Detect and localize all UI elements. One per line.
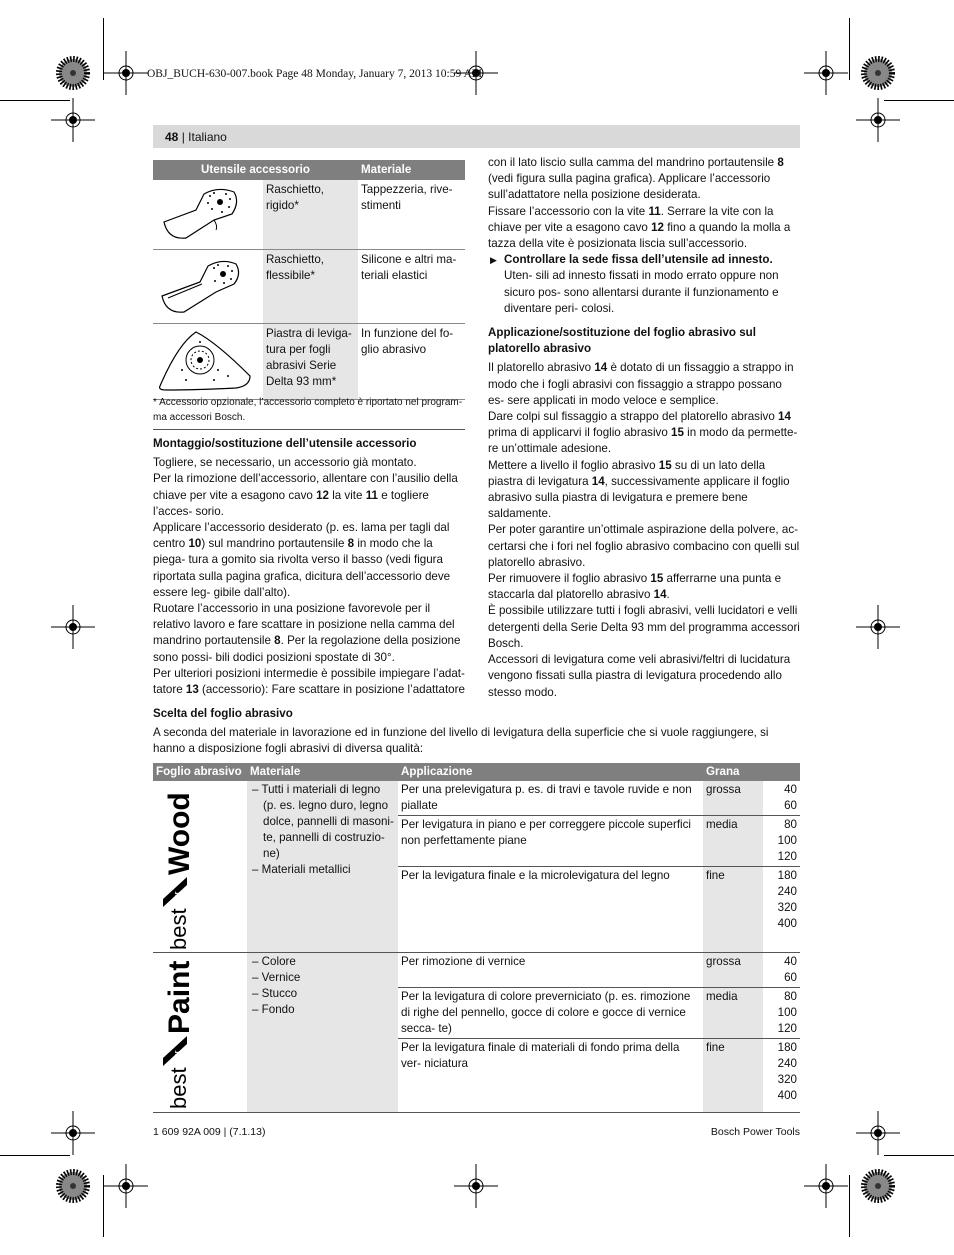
col-header-accessory: Utensile accessorio — [153, 160, 358, 180]
tool-material: Silicone e altri ma- teriali elastici — [358, 250, 465, 324]
section-heading-mounting: Montaggio/sostituzione dell’utensile accessorio — [153, 437, 417, 450]
table-row — [153, 781, 800, 816]
best-for-paint-logo — [153, 953, 247, 1113]
grade-text: media — [703, 816, 763, 867]
paragraph: Per la rimozione dell’accessorio, allentare con l’ausilio della chiave per vite a esagono cavo 12 la vite 11 e togliere l’acces- sorio. — [153, 472, 458, 518]
col-header-grit: Grana — [703, 763, 800, 781]
tool-name: Raschietto, flessibile* — [263, 250, 358, 324]
wood-materials: – Tutti i materiali di legno (p. es. legno duro, legno dolce, pannelli di masoni- te, pannelli di costruzio- ne) – Materiali metallici — [247, 781, 398, 953]
paragraph: Per poter garantire un’ottimale aspirazione della polvere, ac- certarsi che i fori nel foglio abrasivo combacino con quelli sul platorello abrasivo. — [488, 523, 800, 569]
application-text: Per la levigatura di colore preverniciato (p. es. rimozione di righe del pennello, gocce di colore e gocce di vernice secca- te) — [398, 988, 703, 1039]
paint-materials: – Colore – Vernice – Stucco – Fondo — [247, 953, 398, 1113]
grade-text: grossa — [703, 781, 763, 816]
paragraph: Dare colpi sul fissaggio a strappo del platorello abrasivo 14 prima di applicarvi il foglio abrasivo 15 in modo da permette- re un’ottimale adesione. — [488, 410, 798, 456]
grade-text: grossa — [703, 953, 763, 988]
bullet-triangle-icon: ▶ — [490, 255, 497, 266]
header-sep: | — [178, 130, 189, 144]
tool-material: Tappezzeria, rive- stimenti — [358, 180, 465, 250]
tool-name: Piastra di leviga- tura per fogli abrasivi Serie Delta 93 mm* — [263, 324, 358, 400]
section-heading-abrasive: Applicazione/sostituzione del foglio abrasivo sul platorello abrasivo — [488, 326, 756, 356]
svg-text:Wood: Wood — [163, 792, 193, 875]
paragraph: Applicare l’accessorio desiderato (p. es. lama per tagli dal centro 10) sul mandrino portautensile 8 in modo che la piega- tura a gomito sia rivolta verso il basso (vedi figura riportata sulla pagina grafica, dicitura dell’accessorio deve essere leg- gibile dall’alto). — [153, 521, 451, 599]
table-row — [153, 250, 465, 324]
footer-docnumber: 1 609 92A 009 | (7.1.13) — [153, 1126, 266, 1138]
svg-text:best: best — [166, 908, 191, 950]
paragraph: Il platorello abrasivo 14 è dotato di un fissaggio a strappo in modo che i fogli abrasivi con fissaggio a strappo possano es- sere applicati in modo veloce e semplice. — [488, 361, 794, 407]
svg-text:Paint: Paint — [163, 960, 193, 1034]
rigid-scraper-icon — [153, 180, 263, 250]
accessory-table — [153, 160, 465, 400]
col-header-material: Materiale — [358, 160, 465, 180]
sheet-selection-section — [153, 706, 800, 758]
warning-bullet: ▶ Controllare la sede fissa dell’utensile ad innesto. Uten- sili ad innesto fissati in modo errato oppure non sicuro pos- sono allentarsi durante il funzionamento e diventare peri- colosi. — [490, 253, 779, 315]
col-header-material: Materiale — [247, 763, 398, 781]
footer-brand: Bosch Power Tools — [710, 1126, 800, 1138]
col-header-application: Applicazione — [398, 763, 703, 781]
svg-text:best: best — [166, 1067, 191, 1109]
grit-values: 80 100 120 — [763, 988, 800, 1039]
paragraph: Togliere, se necessario, un accessorio già montato. — [153, 456, 417, 470]
page-number: 48 — [165, 130, 179, 144]
tool-material: In funzione del fo- glio abrasivo — [358, 324, 465, 400]
paragraph: Per rimuovere il foglio abrasivo 15 afferrarne una punta e staccarla dal platorello abrasivo 14. — [488, 572, 782, 602]
svg-text:for: for — [174, 891, 181, 901]
left-column — [153, 436, 465, 698]
table-row — [153, 180, 465, 250]
paragraph: Fissare l’accessorio con la vite 11. Serrare la vite con la chiave per vite a esagono cavo 12 fino a quando la molla a tazza della vite è posizionata liscia sull’accessorio. — [488, 204, 791, 251]
grit-values: 180 240 320 400 — [763, 867, 800, 953]
tool-name: Raschietto, rigido* — [263, 180, 358, 250]
header-language: Italiano — [188, 130, 227, 144]
paragraph: Per ulteriori posizioni intermedie è possibile impiegare l’adat- tatore 13 (accessorio): Fare scattare in posizione l’adattatore — [153, 666, 465, 697]
accessory-footnote: * Accessorio opzionale, l’accessorio completo è riportato nel program- ma accessori Bosch. — [153, 395, 465, 430]
paragraph: È possibile utilizzare tutti i fogli abrasivi, velli lucidatori e velli detergenti della Serie Delta 93 mm del programma accessori Bosch. — [488, 604, 800, 650]
application-text: Per levigatura in piano e per correggere piccole superfici non perfettamente piane — [398, 816, 703, 867]
application-text: Per una prelevigatura p. es. di travi e tavole ruvide e non piallate — [398, 781, 703, 816]
paragraph: con il lato liscio sulla camma del mandrino portautensile 8 (vedi figura sulla pagina grafica). Applicare l’accessorio sull’adattatore nella posizione desiderata. — [488, 156, 784, 202]
section-heading-sheet: Scelta del foglio abrasivo — [153, 707, 293, 720]
page-header — [153, 125, 800, 148]
table-row — [153, 324, 465, 400]
print-slug: OBJ_BUCH-630-007.book Page 48 Monday, January 7, 2013 10:59 AM — [147, 68, 482, 80]
grit-values: 40 60 — [763, 781, 800, 816]
application-text: Per la levigatura finale di materiali di fondo prima della ver- niciatura — [398, 1039, 703, 1113]
paragraph: A seconda del materiale in lavorazione ed in funzione del livello di levigatura della superficie che si vuole raggiungere, si hanno a disposizione fogli abrasivi di diversa qualità: — [153, 726, 769, 756]
delta-sanding-plate-icon — [153, 324, 263, 400]
grit-values: 80 100 120 — [763, 816, 800, 867]
table-row — [153, 953, 800, 988]
paragraph: Ruotare l’accessorio in una posizione favorevole per il relativo lavoro e fare scattare in posizione nella camma del mandrino portautensile 8. Per la regolazione della posizione sono possi- bili dodici posizioni spostate di 30°. — [153, 602, 461, 664]
flexible-scraper-icon — [153, 250, 263, 324]
best-for-wood-logo — [153, 781, 247, 953]
right-column — [488, 155, 800, 701]
application-text: Per rimozione di vernice — [398, 953, 703, 988]
grade-text: fine — [703, 1039, 763, 1113]
grit-values: 180 240 320 400 — [763, 1039, 800, 1113]
svg-text:for: for — [174, 1050, 181, 1060]
grade-text: fine — [703, 867, 763, 953]
col-header-sheet: Foglio abrasivo — [153, 763, 247, 781]
application-text: Per la levigatura finale e la microlevigatura del legno — [398, 867, 703, 953]
sanding-sheet-table — [153, 763, 800, 1113]
paragraph: Mettere a livello il foglio abrasivo 15 su di un lato della piastra di levigatura 14, successivamente applicare il foglio abrasivo sulla piastra di levigatura e premere bene saldamente. — [488, 458, 790, 521]
grit-values: 40 60 — [763, 953, 800, 988]
paragraph: Accessori di levigatura come veli abrasivi/feltri di lucidatura vengono fissati sulla piastra di levigatura procedendo allo stesso modo. — [488, 653, 791, 699]
grade-text: media — [703, 988, 763, 1039]
